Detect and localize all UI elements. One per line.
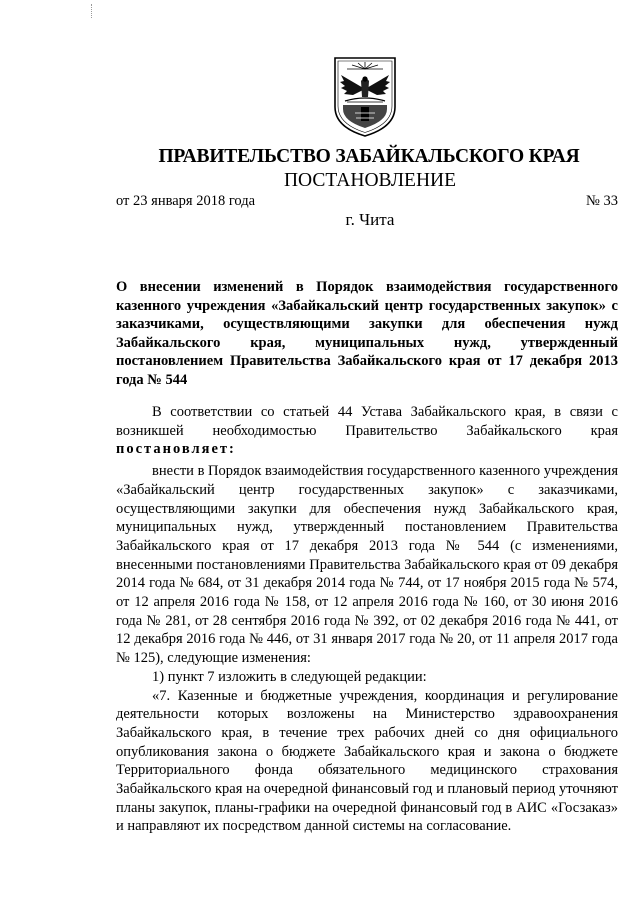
- document-subject: О внесении изменений в Порядок взаимодействия государственного казенного учреждения «Забайкальский центр государственных закупок» с заказчиками, осуществляющими закупки для обеспечения нужд Забайкальского края, муниципальных нужд, утвержденный постановлением Правительства Забайкальского края от 17 декабря 2013 года № 544: [116, 279, 618, 388]
- document-type: ПОСТАНОВЛЕНИЕ: [283, 170, 457, 191]
- body-item-1: 1) пункт 7 изложить в следующей редакции:: [152, 668, 427, 685]
- government-title: ПРАВИТЕЛЬСТВО ЗАБАЙКАЛЬСКОГО КРАЯ: [158, 146, 580, 167]
- body-paragraph-main: внести в Порядок взаимодействия государственного казенного учреждения «Забайкальский центр государственных закупок» с заказчиками, осуществляющими закупки для обеспечения нужд Забайкальского края, муниципальных нужд, утвержденный постановлением Правительства Забайкальского края от 17 декабря 2013 года № 544 (с изменениями, внесенными постановлениями Правительства Забайкальского края от 09 декабря 2014 года № 684, от 31 декабря 2014 года № 744, от 17 ноября 2015 года № 574, от 12 апреля 2016 года № 158, от 12 апреля 2016 года № 160, от 30 июня 2016 года № 281, от 28 сентября 2016 года № 392, от 02 декабря 2016 года № 441, от 12 декабря 2016 года № 446, от 31 января 2017 года № 20, от 11 апреля 2017 года № 125), следующие изменения:: [116, 463, 618, 667]
- intro-text: В соответствии со статьей 44 Устава Забайкальского края, в связи с возникшей необходимостью Правительство Забайкальского края: [116, 404, 618, 439]
- document-city: г. Чита: [345, 210, 395, 229]
- document-date: от 23 января 2018 года: [116, 193, 256, 209]
- coat-of-arms-icon: [331, 55, 399, 138]
- scan-mark: [91, 4, 93, 18]
- decides-keyword: постановляет:: [116, 441, 236, 458]
- document-number: № 33: [586, 193, 618, 209]
- body-quote-paragraph: «7. Казенные и бюджетные учреждения, координация и регулирование деятельности которых возложены на Министерство здравоохранения Забайкальского края, в течение трех рабочих дней со дня официального опубликования закона о бюджете Забайкальского края и закона о бюджете Территориального фонда обязательного медицинского страхования Забайкальского края на очередной финансовый год и плановый период уточняют планы закупок, планы-графики на очередной финансовый год в АИС «Госзаказ» и направляют их посредством данной системы на согласование.: [116, 687, 618, 835]
- document-body: [116, 403, 618, 836]
- body-paragraph: [116, 403, 618, 459]
